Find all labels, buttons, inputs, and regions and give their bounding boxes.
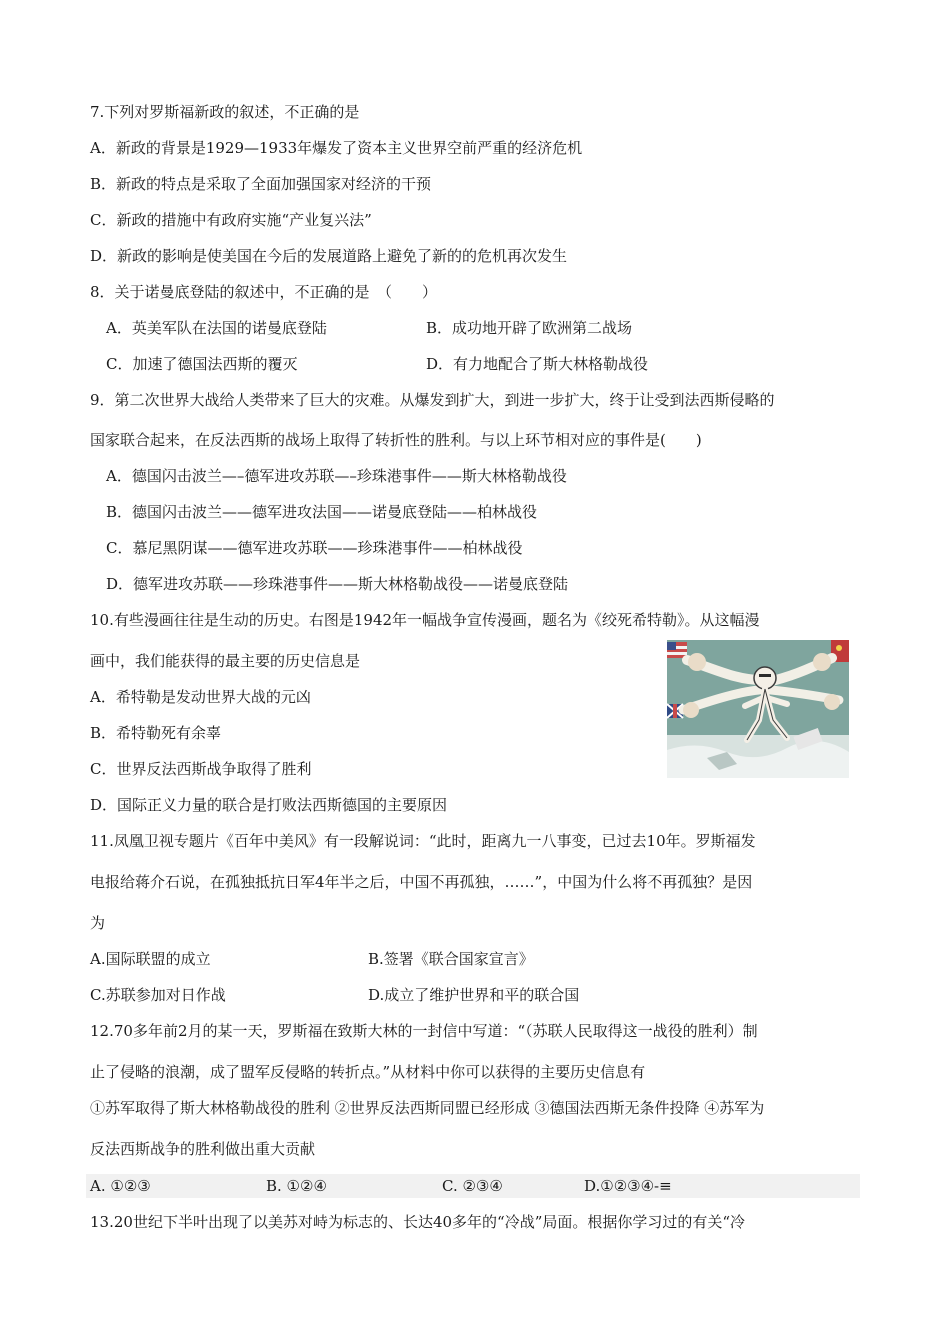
q7-option-b: B．新政的特点是采取了全面加强国家对经济的干预	[90, 175, 432, 193]
q12-stem-line3: ①苏军取得了斯大林格勒战役的胜利 ②世界反法西斯同盟已经形成 ③德国法西斯无条件投降 ④苏军为	[90, 1099, 765, 1117]
q11-stem-line1: 11.凤凰卫视专题片《百年中美风》有一段解说词：“此时，距离九一八事变，已过去10年。罗斯福发	[90, 832, 756, 850]
q10-stem-line2: 画中，我们能获得的最主要的历史信息是	[90, 652, 361, 670]
q11-stem-line2: 电报给蒋介石说，在孤独抵抗日军4年半之后，中国不再孤独，……”，中国为什么将不再孤独？是因	[90, 873, 753, 891]
q11-option-c: C.苏联参加对日作战	[90, 986, 226, 1004]
q10-option-b: B．希特勒死有余辜	[90, 724, 222, 742]
q8-option-b: B．成功地开辟了欧洲第二战场	[426, 319, 633, 337]
q11-stem-line3: 为	[90, 914, 106, 932]
q12-option-d: D.①②③④-≡	[584, 1177, 672, 1195]
q12-option-b: B. ①②④	[266, 1177, 327, 1195]
q9-option-b: B．德国闪击波兰——德军进攻法国——诺曼底登陆——柏林战役	[106, 503, 538, 521]
hang-hitler-cartoon-image	[667, 640, 849, 778]
q9-option-c: C．慕尼黑阴谋——德军进攻苏联——珍珠港事件——柏林战役	[106, 539, 523, 557]
q12-option-c: C. ②③④	[442, 1177, 503, 1195]
q9-stem-line1: 9．第二次世界大战给人类带来了巨大的灾难。从爆发到扩大，到进一步扩大，终于让受到法西斯侵略的	[90, 391, 775, 409]
q11-option-a: A.国际联盟的成立	[90, 950, 211, 968]
q13-stem-line1: 13.20世纪下半叶出现了以美苏对峙为标志的、长达40多年的“冷战”局面。根据你学习过的有关“冷	[90, 1213, 746, 1231]
q9-stem-line2: 国家联合起来，在反法西斯的战场上取得了转折性的胜利。与以上环节相对应的事件是( )	[90, 431, 702, 449]
q7-stem: 7.下列对罗斯福新政的叙述，不正确的是	[90, 103, 360, 121]
q9-option-a: A．德国闪击波兰—–德军进攻苏联—–珍珠港事件——斯大林格勒战役	[106, 467, 567, 485]
q8-option-d: D．有力地配合了斯大林格勒战役	[426, 355, 649, 373]
q8-option-a: A．英美军队在法国的诺曼底登陆	[106, 319, 327, 337]
q10-option-a: A．希特勒是发动世界大战的元凶	[90, 688, 311, 706]
q11-option-b: B.签署《联合国家宣言》	[368, 950, 534, 968]
q8-stem: 8．关于诺曼底登陆的叙述中，不正确的是 （ ）	[90, 283, 438, 301]
q11-option-d: D.成立了维护世界和平的联合国	[368, 986, 580, 1004]
q12-stem-line2: 止了侵略的浪潮，成了盟军反侵略的转折点。”从材料中你可以获得的主要历史信息有	[90, 1063, 646, 1081]
q12-stem-line1: 12.70多年前2月的某一天，罗斯福在致斯大林的一封信中写道：“（苏联人民取得这一战役的胜利）制	[90, 1022, 758, 1040]
q10-option-d: D．国际正义力量的联合是打败法西斯德国的主要原因	[90, 796, 448, 814]
q10-option-c: C．世界反法西斯战争取得了胜利	[90, 760, 312, 778]
q10-stem-line1: 10.有些漫画往往是生动的历史。右图是1942年一幅战争宣传漫画，题名为《绞死希特勒》。从这幅漫	[90, 611, 760, 629]
q12-option-a: A. ①②③	[90, 1177, 151, 1195]
q9-option-d: D．德军进攻苏联——珍珠港事件——斯大林格勒战役——诺曼底登陆	[106, 575, 569, 593]
q8-option-c: C．加速了德国法西斯的覆灭	[106, 355, 298, 373]
q12-stem-line4: 反法西斯战争的胜利做出重大贡献	[90, 1140, 316, 1158]
q7-option-a: A．新政的背景是1929—1933年爆发了资本主义世界空前严重的经济危机	[90, 139, 583, 157]
q7-option-c: C．新政的措施中有政府实施“产业复兴法”	[90, 211, 372, 229]
q7-option-d: D．新政的影响是使美国在今后的发展道路上避免了新的的危机再次发生	[90, 247, 568, 265]
